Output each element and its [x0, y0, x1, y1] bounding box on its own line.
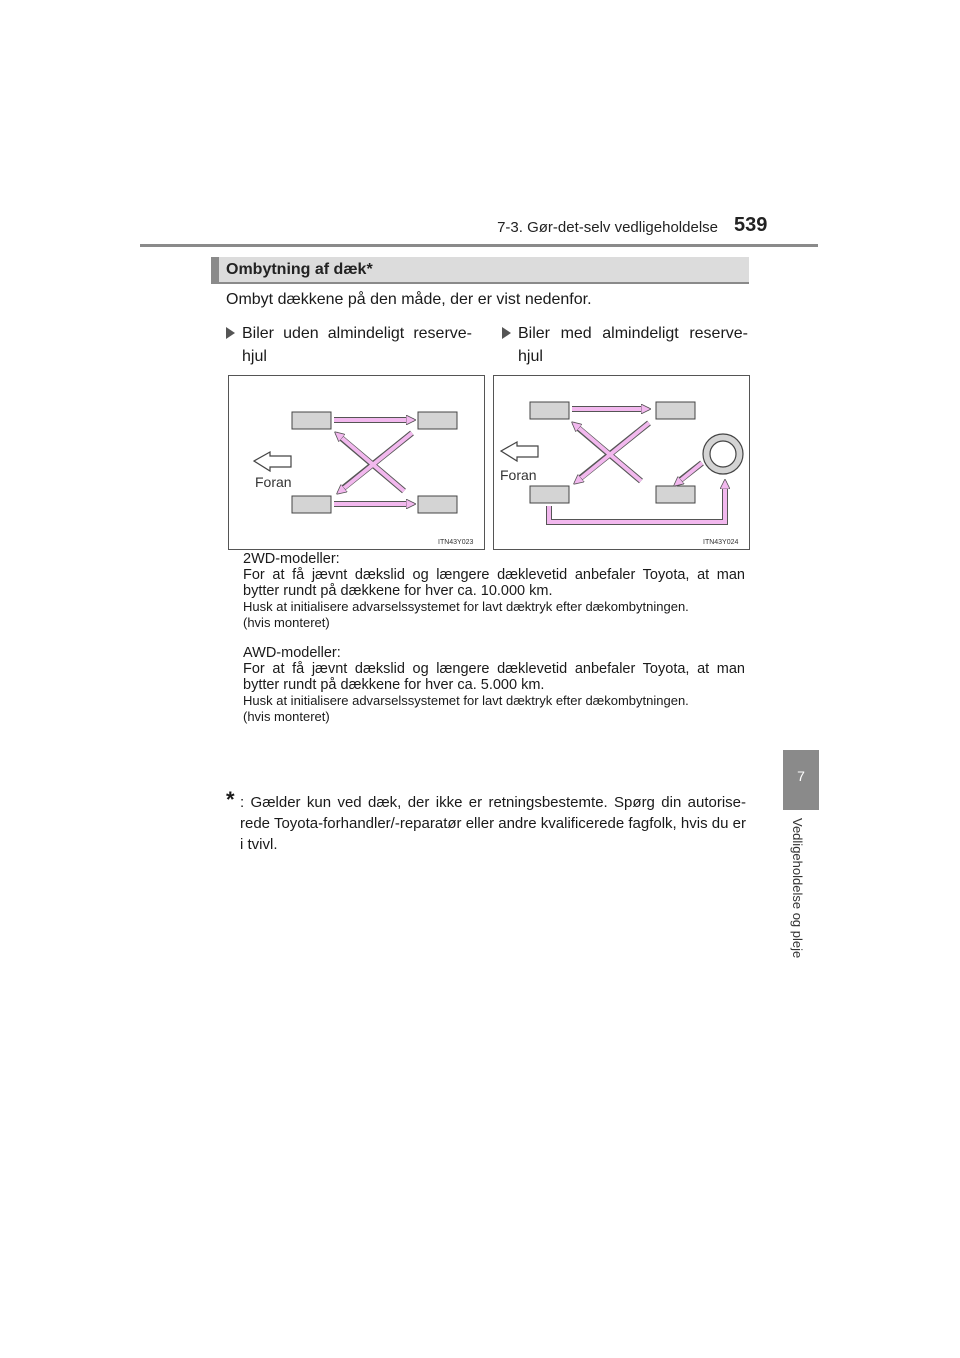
paragraph-awd — [243, 645, 745, 725]
paragraph-note-2: (hvis monteret) — [243, 615, 330, 630]
section-title: Ombytning af dæk* — [226, 261, 373, 278]
front-label: Foran — [255, 474, 292, 490]
tire-front-right — [656, 402, 695, 419]
section-title-accent — [211, 257, 219, 284]
section-intro: Ombyt dækkene på den måde, der er vist nedenfor. — [226, 291, 592, 308]
paragraph-2wd — [243, 551, 745, 631]
front-label: Foran — [500, 467, 537, 483]
bullet-text: Biler uden almindeligt reserve-hjul — [242, 325, 472, 365]
tire-rotation-diagrams — [228, 375, 750, 550]
chapter-tab-label: Vedligeholdelse og pleje — [790, 818, 805, 959]
running-header-section: 7-3. Gør-det-selv vedligeholdelse — [497, 219, 718, 236]
paragraph-note-2: (hvis monteret) — [243, 709, 330, 724]
tire-front-left — [292, 412, 331, 429]
tire-front-left — [530, 402, 569, 419]
tire-front-right — [418, 412, 457, 429]
bullet-text: Biler med almindeligt reserve-hjul — [518, 325, 748, 365]
bullet-with-spare — [502, 322, 748, 370]
paragraph-note: Husk at initialisere advarselssystemet for lavt dæktryk efter dækombytningen. — [243, 693, 689, 708]
bullet-triangle-icon — [226, 327, 235, 339]
diagram-without-spare — [229, 376, 485, 550]
diagram-with-spare — [494, 376, 750, 550]
tire-rear-left — [530, 486, 569, 503]
paragraph-heading: 2WD-modeller: — [243, 551, 340, 567]
paragraph-body: For at få jævnt dækslid og længere dæklevetid anbefaler Toyota, at man bytter rundt på dækkene for hver ca. 10.000 km. — [243, 567, 745, 599]
diagram-code: ITN43Y023 — [438, 539, 474, 546]
bullet-triangle-icon — [502, 327, 511, 339]
bullet-without-spare — [226, 322, 478, 370]
diagram-code: ITN43Y024 — [703, 539, 739, 546]
tire-rear-right — [656, 486, 695, 503]
header-rule — [140, 244, 818, 247]
chapter-tab-label-wrap — [790, 818, 812, 988]
paragraph-heading: AWD-modeller: — [243, 645, 341, 661]
tire-rear-right — [418, 496, 457, 513]
paragraph-note: Husk at initialisere advarselssystemet for lavt dæktryk efter dækombytningen. — [243, 599, 689, 614]
footnote-marker: * — [226, 787, 235, 812]
page-number: 539 — [734, 214, 768, 236]
paragraph-body: For at få jævnt dækslid og længere dæklevetid anbefaler Toyota, at man bytter rundt på dækkene for hver ca. 5.000 km. — [243, 661, 745, 693]
chapter-tab-number: 7 — [797, 768, 805, 784]
tire-rear-left — [292, 496, 331, 513]
footnote-text: : Gælder kun ved dæk, der ikke er retningsbestemte. Spørg din autorise-rede Toyota-forhandler/-reparatør eller andre kvalificerede fagfolk, hvis du er i tvivl. — [240, 794, 746, 853]
